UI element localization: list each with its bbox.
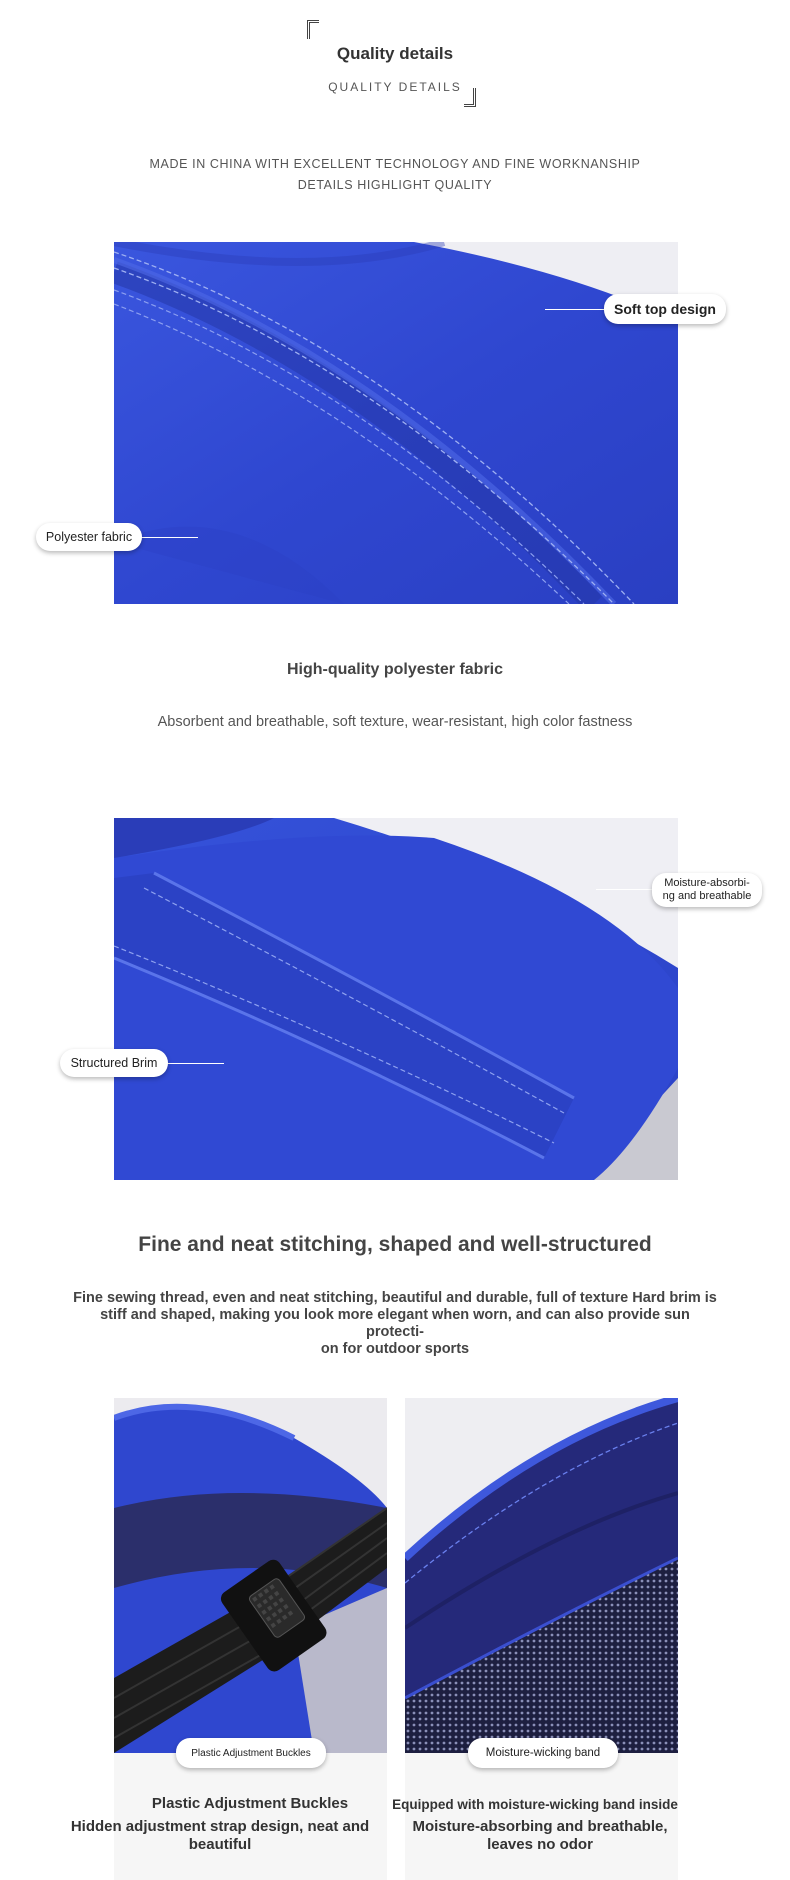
structured-brim-callout: Structured Brim — [60, 1049, 168, 1077]
headline — [120, 154, 670, 196]
paragraph-line-3: on for outdoor sports — [320, 1341, 470, 1357]
buckle-caption-title: Plastic Adjustment Buckles — [151, 1795, 349, 1812]
soft-top-design-callout: Soft top design — [604, 294, 726, 324]
buckle-detail-image — [114, 1398, 387, 1753]
fabric-closeup-image — [114, 242, 678, 604]
buckle-illustration — [114, 1398, 387, 1753]
bracket-open-icon — [307, 20, 319, 39]
section-description: Absorbent and breathable, soft texture, wear-resistant, high color fastness — [157, 714, 633, 730]
description-line-2: leaves no odor — [487, 1836, 593, 1853]
page-title: Quality details — [336, 44, 454, 63]
callout-line — [166, 1063, 224, 1064]
buckle-caption-description: Hidden adjustment strap design, neat and beautiful — [70, 1818, 370, 1853]
callout-line-2: ng and breathable — [662, 890, 752, 902]
section-paragraph — [70, 1290, 720, 1358]
callout-line-1: Moisture-absorbi- — [664, 877, 750, 889]
headline-line-1: MADE IN CHINA WITH EXCELLENT TECHNOLOGY AND FINE WORKNANSHIP — [149, 157, 641, 171]
headline-line-2: DETAILS HIGHLIGHT QUALITY — [297, 178, 493, 192]
sweatband-caption-description — [400, 1818, 680, 1854]
polyester-fabric-callout: Polyester fabric — [36, 523, 142, 551]
sweatband-illustration — [405, 1398, 678, 1753]
caption-panel — [405, 1753, 678, 1880]
moisture-absorbing-callout — [652, 873, 762, 907]
paragraph-line-2: stiff and shaped, making you look more elegant when worn, and can also provide sun protecti- — [100, 1307, 690, 1340]
paragraph-line-1: Fine sewing thread, even and neat stitching, beautiful and durable, full of texture Hard brim is — [73, 1290, 717, 1306]
callout-line — [596, 889, 660, 890]
brim-closeup-image — [114, 818, 678, 1180]
sweatband-caption-title: Equipped with moisture-wicking band inside — [392, 1797, 678, 1812]
moisture-wicking-badge: Moisture-wicking band — [468, 1738, 618, 1768]
page-subtitle: QUALITY DETAILS — [328, 80, 462, 94]
caption-panel — [114, 1753, 387, 1880]
bracket-close-icon — [464, 88, 476, 107]
buckle-badge: Plastic Adjustment Buckles — [176, 1738, 326, 1768]
brim-illustration — [114, 818, 678, 1180]
sweatband-detail-image — [405, 1398, 678, 1753]
callout-line — [545, 309, 605, 310]
section-title: Fine and neat stitching, shaped and well-structured — [138, 1233, 652, 1256]
callout-line — [140, 537, 198, 538]
section-title: High-quality polyester fabric — [286, 661, 504, 678]
fabric-stitching-illustration — [114, 242, 678, 604]
description-line-1: Moisture-absorbing and breathable, — [412, 1818, 668, 1835]
